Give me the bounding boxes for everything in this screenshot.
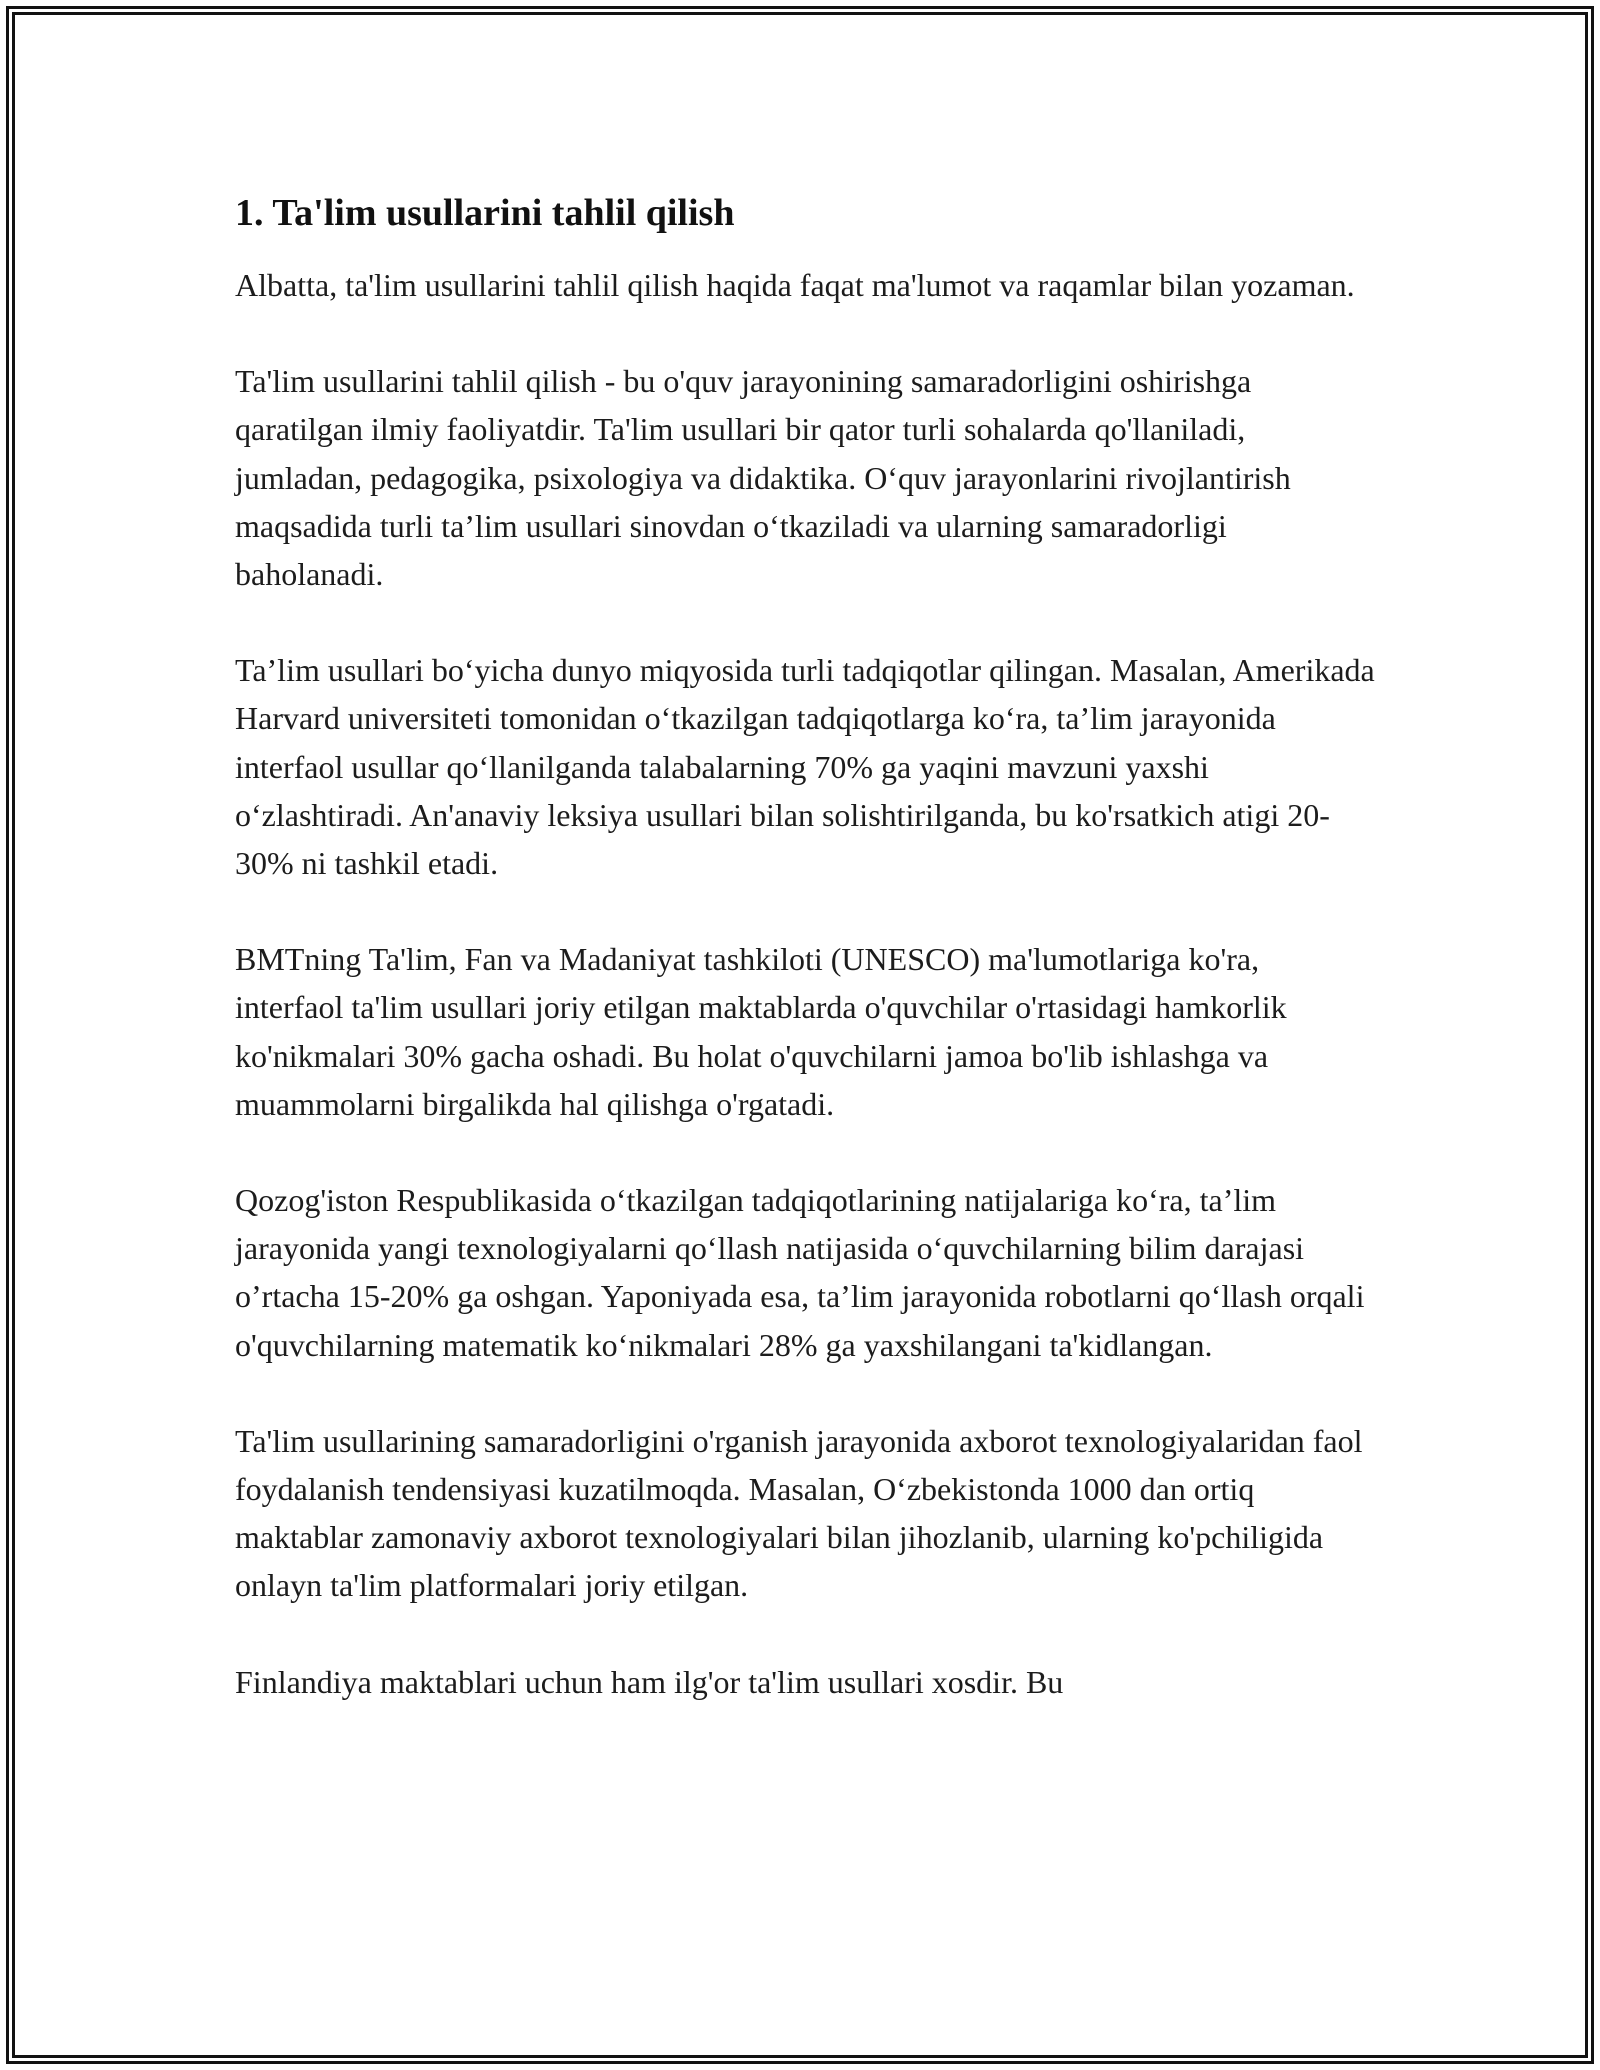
document-body	[235, 185, 1375, 1754]
paragraph-harvard-research: Ta’lim usullari bo‘yicha dunyo miqyosida turli tadqiqotlar qilingan. Masalan, Amerikada Harvard universiteti tomonidan o‘tkazilgan tadqiqotlarga ko‘ra, ta’lim jarayonida interfaol usullar qo‘llanilganda talabalarning 70% ga yaqini mavzuni yaxshi o‘zlashtiradi. An'anaviy leksiya usullari bilan solishtirilganda, bu ko'rsatkich atigi 20-30% ni tashkil etadi.	[235, 652, 1375, 882]
paragraph-information-technology: Ta'lim usullarining samaradorligini o'rganish jarayonida axborot texnologiyalaridan faol foydalanish tendensiyasi kuzatilmoqda. Masalan, O‘zbekistonda 1000 dan ortiq maktablar zamonaviy axborot texnologiyalari bilan jihozlanib, ularning ko'pchiligida onlayn ta'lim platformalari joriy etilgan.	[235, 1422, 1363, 1604]
section-heading: 1. Ta'lim usullarini tahlil qilish	[235, 192, 735, 234]
paragraph-finland: Finlandiya maktablari uchun ham ilg'or ta'lim usullari xosdir. Bu	[235, 1663, 1064, 1700]
paragraph-intro: Albatta, ta'lim usullarini tahlil qilish haqida faqat ma'lumot va raqamlar bilan yozaman.	[235, 267, 1355, 303]
paragraph-unesco-data: BMTning Ta'lim, Fan va Madaniyat tashkiloti (UNESCO) ma'lumotlariga ko'ra, interfaol ta'lim usullari joriy etilgan maktablarda o'quvchilar o'rtasidagi hamkorlik ko'nikmalari 30% gacha oshadi. Bu holat o'quvchilarni jamoa bo'lib ishlashga va muammolarni birgalikda hal qilishga o'rgatadi.	[235, 941, 1287, 1122]
paragraph-definition: Ta'lim usullarini tahlil qilish - bu o'quv jarayonining samaradorligini oshirishga qaratilgan ilmiy faoliyatdir. Ta'lim usullari bir qator turli sohalarda qo'llaniladi, jumladan, pedagogika, psixologiya va didaktika. O‘quv jarayonlarini rivojlantirish maqsadida turli ta’lim usullari sinovdan o‘tkaziladi va ularning samaradorligi baholanadi.	[235, 363, 1291, 593]
paragraph-kazakhstan-japan: Qozog'iston Respublikasida o‘tkazilgan tadqiqotlarining natijalariga ko‘ra, ta’lim jarayonida yangi texnologiyalarni qo‘llash natijasida o‘quvchilarning bilim darajasi o’rtacha 15-20% ga oshgan. Yaponiyada esa, ta’lim jarayonida robotlarni qo‘llash orqali o'quvchilarning matematik ko‘nikmalari 28% ga yaxshilangani ta'kidlangan.	[235, 1182, 1365, 1363]
